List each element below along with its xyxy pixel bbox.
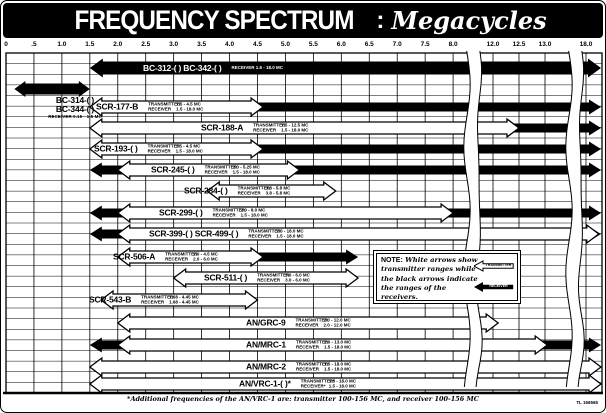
axis-tick-label: 18.0 (579, 41, 593, 48)
equipment-name: AN/MRC-1 (246, 340, 286, 350)
note-box (373, 250, 521, 304)
equipment-label (246, 318, 351, 329)
equipment-name: SCR-193-( ) (94, 144, 138, 154)
equipment-sublabel: TRANSMITTER1.5 - 4.5 MC RECEIVER 1.5 - 18.0 MC (147, 143, 203, 154)
equipment-label (143, 63, 283, 73)
equipment-name: SCR-245-( ) (151, 165, 195, 175)
axis-break-line (566, 51, 572, 387)
equipment-sublabel: TRANSMITTER2.0 - 5.25 MC RECEIVER 1.5 - 18.0 MC (204, 164, 260, 175)
equipment-name: BC-344-( ) (55, 103, 95, 114)
equipment-label (151, 165, 260, 176)
equipment-name: BC-314-( ) (55, 95, 95, 105)
axis-tick-label: 1.0 (57, 41, 67, 48)
equipment-label (89, 295, 199, 306)
equipment-sublabel: TRANSMITTER2.0 - 13.0 MC RECEIVER 1.5 - 18.0 MC (295, 339, 352, 350)
equipment-sublabel: TRANSMITTER3.8 - 5.8 MC RECEIVER 3.8 - 5.8 MC (237, 185, 291, 196)
equipment-sublabel: TRANSMITTER*1.5 - 18.0 MC RECEIVER* 1.5 - 18.0 MC (300, 378, 356, 389)
equipment-name: SCR-188-A (201, 123, 244, 133)
axis-tick-label: 4.5 (252, 41, 263, 48)
equipment-label (149, 229, 304, 240)
equipment-name: SCR-511-( ) (204, 273, 248, 283)
axis-tick-label: 4.0 (225, 41, 235, 48)
axis-tick-label: 13.0 (538, 41, 552, 48)
equipment-sublabel: TRANSMITTER1.68 - 4.45 MC RECEIVER 1.68 - 4.45 MC (141, 294, 199, 305)
equipment-sublabel: RECEIVER 1.5 - 18.0 MC (231, 65, 283, 71)
equipment-sublabel: TRANSMITTER1.5 - 4.5 MC RECEIVER 1.5 - 18.0 MC (148, 101, 204, 112)
note-text (381, 256, 483, 302)
equipment-name: AN/VRC-1-( )* (239, 379, 291, 389)
unit-label: Megacycles (391, 6, 547, 35)
axis-tick-label: 8.0 (448, 41, 458, 48)
equipment-sublabel: TRANSMITTER3.0 - 6.0 MC RECEIVER 3.0 - 6.0 MC (257, 272, 310, 283)
axis-tick-label: 6.0 (336, 41, 346, 48)
axis-tick-label: 2.0 (113, 41, 123, 48)
axis-tick-label: 3.5 (197, 41, 207, 48)
equipment-name: AN/MRC-2 (246, 362, 286, 372)
equipment-sublabel: TRANSMITTER2.0 - 8.0 MC RECEIVER 1.5 - 18.0 MC (212, 207, 268, 218)
equipment-label (96, 102, 203, 113)
axis-tick-label: 7.5 (420, 41, 430, 48)
axis-tick-label: 3.0 (169, 41, 179, 48)
equipment-sublabel: TRANSMITTER1.5 - 12.5 MC RECEIVER 1.5 - 18.0 MC (253, 122, 309, 133)
transmitter-sample-arrow (474, 260, 514, 272)
equipment-label (246, 362, 351, 373)
sample-receiver-label: RECEIVER (489, 283, 508, 288)
axis-tick-label: 1.5 (85, 41, 95, 48)
axis-tick-label: 6.5 (364, 41, 374, 48)
sample-transmitter-label: TRANSMITTER (485, 262, 512, 267)
equipment-name: AN/GRC-9 (246, 318, 286, 328)
equipment-label (184, 186, 290, 197)
axis-tick-label: 5.0 (280, 41, 290, 48)
equipment-label (239, 379, 356, 390)
axis-tick-label: 0 (4, 41, 8, 48)
note-line: transmitter ranges while (381, 265, 476, 274)
footnote: *Additional frequencies of the AN/VRC-1 are: transmitter 100-156 MC, and receiver 100-156 MC (127, 395, 479, 403)
equipment-name: SCR-177-B (96, 102, 139, 112)
equipment-sublabel: TRANSMITTER2.0 - 18.0 MC RECEIVER 1.5 - 18.0 MC (248, 228, 304, 239)
equipment-name: SCR-543-B (89, 295, 132, 305)
equipment-label (94, 144, 203, 155)
note-prefix: NOTE: (381, 257, 403, 264)
equipment-label (159, 208, 268, 219)
axis-tick-label: 7.0 (392, 41, 402, 48)
axis-tick-label: 5.5 (308, 41, 318, 48)
equipment-label (113, 252, 218, 263)
receiver-sample-arrow (474, 281, 514, 293)
equipment-sublabel: TRANSMITTER1.5 - 18.0 MC RECEIVER 1.5 - 18.0 MC (295, 361, 352, 372)
equipment-label (204, 273, 310, 284)
axis-tick-label: 12.5 (512, 41, 526, 48)
note-line: the ranges of the receivers. (381, 283, 447, 301)
equipment-sublabel: TRANSMITTER2.0 - 12.0 MC RECEIVER 2.0 - 12.0 MC (295, 317, 351, 328)
equipment-name: SCR-284-( ) (184, 186, 228, 196)
equipment-name: RECEIVER 0.15 - 1.5 MC (48, 113, 102, 119)
equipment-name: BC-312-( ) BC-342-( ) (143, 63, 222, 73)
equipment-sublabel: TRANSMITTER2.0 - 4.5 MC RECEIVER 2.0 - 6.0 MC (165, 251, 218, 262)
drawing-number: TL 156565 (576, 400, 598, 405)
equipment-label (201, 123, 308, 134)
axis-tick-label: .5 (31, 41, 37, 48)
equipment-name: SCR-299-( ) (159, 208, 203, 218)
equipment-name: SCR-506-A (113, 252, 156, 262)
equipment-name: SCR-399-( ) SCR-499-( ) (149, 229, 239, 239)
equipment-label (246, 340, 351, 351)
chart-title: FREQUENCY SPECTRUM (74, 5, 354, 35)
axis-tick-label: 12.0 (486, 41, 500, 48)
title-separator: : (376, 6, 385, 34)
axis-break-line (464, 51, 470, 387)
note-line: White arrows show (405, 256, 478, 264)
note-line: the black arrows indicate (381, 274, 478, 283)
axis-tick-label: 2.5 (141, 41, 151, 48)
